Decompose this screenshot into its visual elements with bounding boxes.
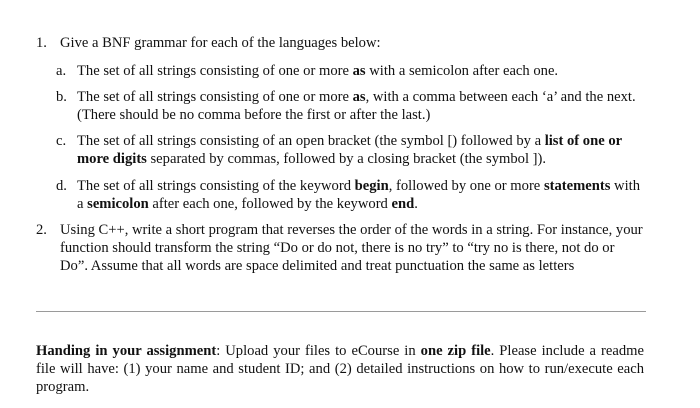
question-1b bbox=[56, 88, 646, 124]
question-number: 1. bbox=[36, 35, 47, 51]
handin-instructions: Handing in your assignment: Upload your files to eCourse in one zip file. Please include a readme file will have: (1) your name and student ID; and (2) detailed instructions on how to run/execute each program. bbox=[36, 343, 644, 395]
question-2 bbox=[36, 221, 646, 275]
question-text: Using C++, write a short program that reverses the order of the words in a string. For instance, your function should transform the string “Do or do not, there is no try” to “try no is there, not do or Do”. Assume that all words are space delimited and treat punctuation the same as letters bbox=[60, 222, 643, 274]
item-letter: c. bbox=[56, 133, 67, 149]
item-text: The set of all strings consisting of the keyword begin, followed by one or more statements with a semicolon after each one, followed by the keyword end. bbox=[77, 178, 640, 212]
item-letter: d. bbox=[56, 178, 67, 194]
handin-label: Handing in your assignment bbox=[36, 343, 217, 359]
item-text: The set of all strings consisting of an open bracket (the symbol [) followed by a list of one or more digits separated by commas, followed by a closing bracket (the symbol ]). bbox=[77, 133, 622, 167]
item-text: The set of all strings consisting of one or more as, with a comma between each ‘a’ and the next. (There should be no comma before the first or after the last.) bbox=[77, 89, 636, 123]
question-1d bbox=[56, 177, 646, 213]
question-number: 2. bbox=[36, 222, 47, 238]
item-text: The set of all strings consisting of one or more as with a semicolon after each one. bbox=[77, 63, 559, 79]
item-letter: a. bbox=[56, 63, 67, 79]
question-1a bbox=[56, 62, 646, 80]
item-letter: b. bbox=[56, 89, 67, 105]
question-1 bbox=[36, 34, 646, 52]
section-divider bbox=[36, 311, 646, 312]
question-text: Give a BNF grammar for each of the languages below: bbox=[60, 35, 381, 51]
question-1c bbox=[56, 132, 646, 168]
